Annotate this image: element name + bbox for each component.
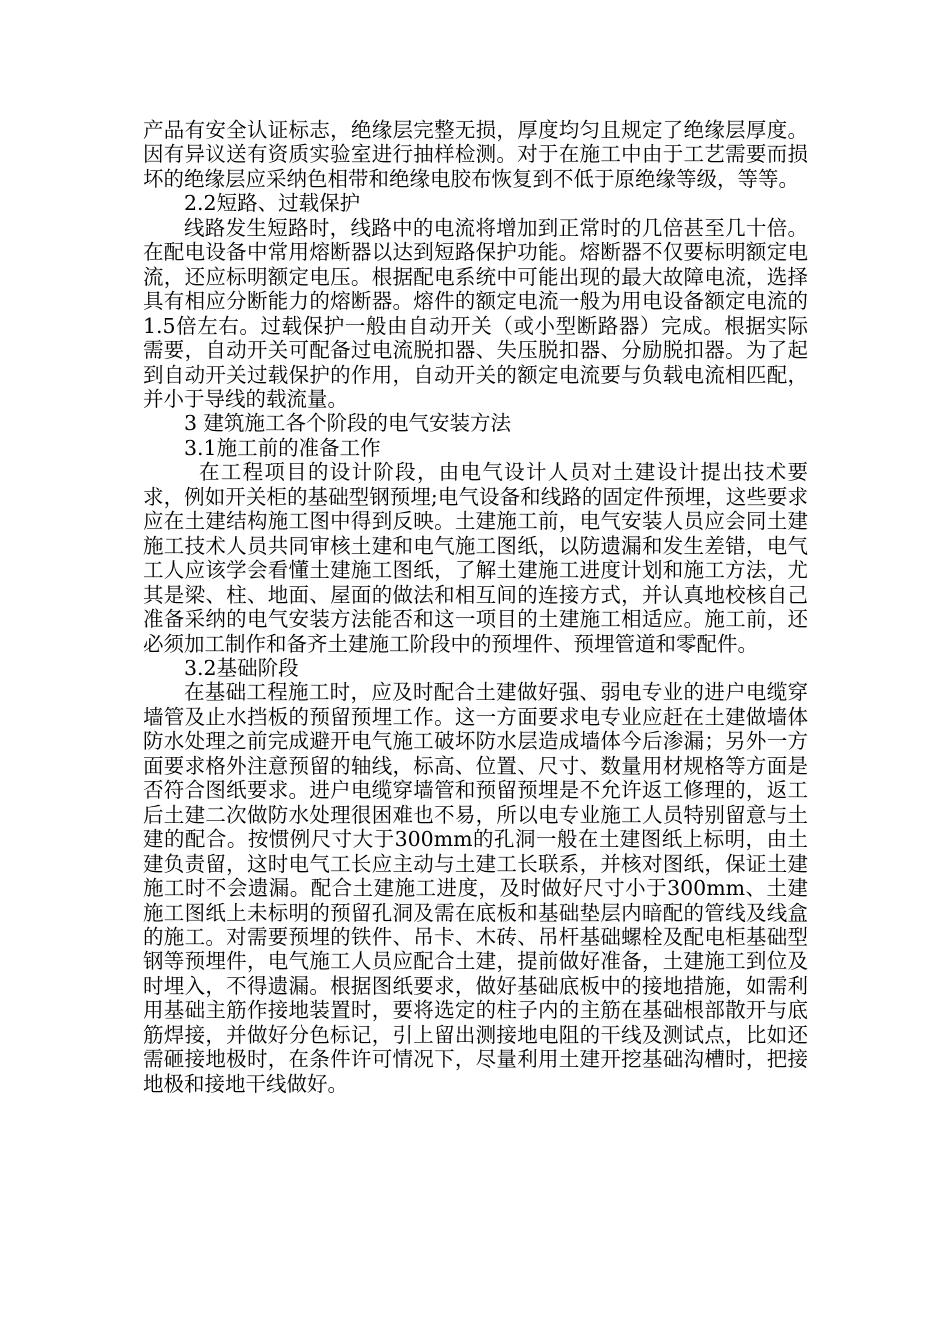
paragraph-3-1: 在工程项目的设计阶段，由电气设计人员对土建设计提出技术要求，例如开关柜的基础型钢预埋;电气设备和线路的固定件预埋，这些要求应在土建结构施工图中得到反映。土建施工前，电气安装人员应会同土建施工技术人员共同审核土建和电气施工图纸，以防遗漏和发生差错，电气工人应该学会看懂土建施工图纸，了解土建施工进度计划和施工方法，尤其是梁、柱、地面、屋面的做法和相互间的连接方式，并认真地校核自己准备采纳的电气安装方法能否和这一项目的土建施工相适应。施工前，还必须加工制作和备齐土建施工阶段中的预埋件、预埋管道和零配件。	[143, 460, 808, 656]
section-heading-3-1: 3.1施工前的准备工作	[184, 435, 381, 460]
paragraph-2-2: 线路发生短路时，线路中的电流将增加到正常时的几倍甚至几十倍。在配电设备中常用熔断器以达到短路保护功能。熔断器不仅要标明额定电流，还应标明额定电压。根据配电系统中可能出现的最大故障电流，选择具有相应分断能力的熔断器。熔件的额定电流一般为用电设备额定电流的1.5倍左右。过载保护一般由自动开关（或小型断路器）完成。根据实际需要，自动开关可配备过电流脱扣器、失压脱扣器、分励脱扣器。为了起到自动开关过载保护的作用，自动开关的额定电流要与负载电流相匹配，并小于导线的载流量。	[143, 215, 808, 411]
paragraph-3-2: 在基础工程施工时，应及时配合土建做好强、弱电专业的进户电缆穿墙管及止水挡板的预留预埋工作。这一方面要求电专业应赶在土建做墙体防水处理之前完成避开电气施工破坏防水层造成墙体今后渗漏；另外一方面要求格外注意预留的轴线，标高、位置、尺寸、数量用材规格等方面是否符合图纸要求。进户电缆穿墙管和预留预埋是不允许返工修理的，返工后土建二次做防水处理很困难也不易，所以电专业施工人员特别留意与土建的配合。按惯例尺寸大于300mm的孔洞一般在土建图纸上标明，由土建负责留，这时电气工长应主动与土建工长联系，并核对图纸，保证土建施工时不会遗漏。配合土建施工进度，及时做好尺寸小于300mm、土建施工图纸上未标明的预留孔洞及需在底板和基础垫层内暗配的管线及线盒的施工。对需要预埋的铁件、吊卡、木砖、吊杆基础螺栓及配电柜基础型钢等预埋件，电气施工人员应配合土建，提前做好准备，土建施工到位及时埋入，不得遗漏。根据图纸要求，做好基础底板中的接地措施，如需利用基础主筋作接地装置时，要将选定的柱子内的主筋在基础根部散开与底筋焊接，并做好分色标记，引上留出测接地电阻的干线及测试点，比如还需砸接地极时，在条件许可情况下，尽量利用土建开挖基础沟槽时，把接地极和接地干线做好。	[143, 680, 808, 1096]
document-page	[143, 118, 808, 1096]
section-heading-3-2: 3.2基础阶段	[184, 655, 299, 680]
paragraph-continued: 产品有安全认证标志，绝缘层完整无损，厚度均匀且规定了绝缘层厚度。因有异议送有资质实验室进行抽样检测。对于在施工中由于工艺需要而损坏的绝缘层应采纳色相带和绝缘电胶布恢复到不低于原绝缘等级，等等。	[143, 118, 808, 191]
section-heading-3: 3 建筑施工各个阶段的电气安装方法	[184, 411, 512, 436]
section-heading-2-2: 2.2短路、过载保护	[184, 191, 361, 216]
